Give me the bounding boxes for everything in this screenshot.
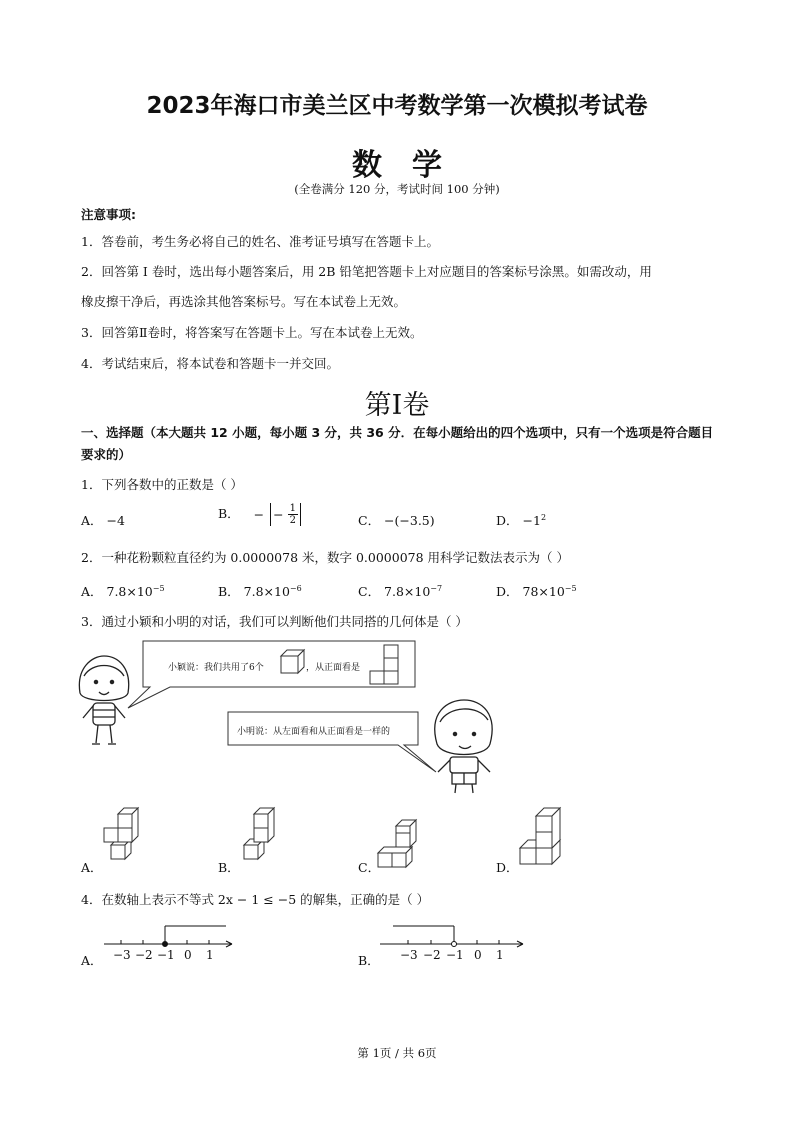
page-title: 2023年海口市美兰区中考数学第一次模拟考试卷 (146, 93, 648, 119)
q2-option-d-label: D． 78×10 (496, 584, 565, 599)
q1-option-b: B． − − $\frac{1}{2}$ (218, 503, 301, 526)
notice-item: 1．答卷前，考生务必将自己的姓名、准考证号填写在答题卡上。 (81, 234, 439, 249)
tick-label: 0 (184, 948, 192, 962)
q2-option-a-exp: −5 (152, 583, 165, 593)
question-2-stem: 2．一种花粉颗粒直径约为 0.0000078 米，数字 0.0000078 用科学记数法表示为（ ） (81, 550, 570, 565)
q3-option-d: D． (496, 860, 519, 875)
q1-option-d-exp: 2 (540, 512, 547, 522)
tick-label: −3 (400, 948, 418, 962)
notice-item: 2．回答第 I 卷时，选出每小题答案后，用 2B 铅笔把答题卡上对应题目的答案标号涂黑。如需改动，用 (81, 264, 652, 279)
notice-item: 4．考试结束后，将本试卷和答题卡一并交回。 (81, 356, 339, 371)
q4-option-b: B． (358, 953, 380, 968)
tick-label: −3 (113, 948, 131, 962)
q1-option-b-minus: − (253, 507, 265, 522)
q1-option-b-label: B． (218, 506, 240, 521)
notice-heading: 注意事项: (81, 207, 136, 222)
volume-title: 第Ⅰ卷 (364, 390, 430, 421)
q4-number-line-a (104, 926, 232, 947)
tick-label: −2 (423, 948, 441, 962)
page-footer: 第 1页 / 共 6页 (357, 1046, 437, 1060)
q1-fraction-numerator: 1 (289, 503, 296, 514)
question-1-stem: 1．下列各数中的正数是（ ） (81, 477, 243, 492)
cube-icon (281, 650, 304, 673)
bubble-1-text-post: ，从正面看是 (306, 663, 361, 673)
tick-label: 1 (206, 948, 214, 962)
question-3-stem: 3．通过小颖和小明的对话，我们可以判断他们共同搭的几何体是（ ） (81, 614, 468, 629)
q3-option-a: A． (81, 860, 103, 875)
q4-number-line-b (380, 926, 523, 947)
q2-option-a-label: A． 7.8×10 (81, 584, 153, 599)
tick-label: −1 (446, 948, 464, 962)
subject-title: 数学 (352, 148, 472, 183)
girl-cartoon (79, 656, 128, 744)
q1-option-c: C． −(−3.5) (358, 513, 435, 528)
q2-option-c-label: C． 7.8×10 (358, 584, 431, 599)
tick-label: −2 (135, 948, 153, 962)
q3-option-c-solid (378, 820, 416, 867)
score-note: (全卷满分 120 分，考试时间 100 分钟) (294, 182, 500, 196)
q3-option-b: B． (218, 860, 240, 875)
q4-option-a: A． (81, 953, 103, 968)
q3-option-d-solid (520, 808, 560, 864)
q3-option-b-solid (244, 808, 274, 859)
notice-item: 3．回答第Ⅱ卷时，将答案写在答题卡上。写在本试卷上无效。 (81, 325, 423, 340)
tick-label: 1 (496, 948, 504, 962)
q1-option-a: A． −4 (81, 513, 125, 528)
boy-cartoon (435, 700, 492, 793)
question-4-stem: 4．在数轴上表示不等式 2x − 1 ≤ −5 的解集，正确的是（ ） (81, 892, 430, 907)
q2-option-b-label: B． 7.8×10 (218, 584, 290, 599)
q2-option-b-exp: −6 (289, 583, 302, 593)
tick-label: −1 (157, 948, 175, 962)
notice-item: 橡皮擦干净后，再选涂其他答案标号。写在本试卷上无效。 (81, 294, 407, 309)
q2-option-c-exp: −7 (430, 583, 443, 593)
q2-option-d-exp: −5 (564, 583, 577, 593)
q1-fraction-denominator: 2 (289, 515, 296, 526)
q3-option-c: C． (358, 860, 381, 875)
q1-option-d-label: D． −1 (496, 513, 541, 528)
bubble-2-text: 小明说：从左面看和从正面看是一样的 (237, 727, 391, 737)
q3-option-a-solid (104, 808, 138, 859)
bubble-1-text-pre: 小颖说：我们共用了6个 (168, 663, 264, 673)
section-heading: 一、选择题（本大题共 12 小题，每小题 3 分，共 36 分．在每小题给出的四个选项中，只有一个选项是符合题目要求的） (81, 425, 714, 462)
tick-label: 0 (474, 948, 482, 962)
